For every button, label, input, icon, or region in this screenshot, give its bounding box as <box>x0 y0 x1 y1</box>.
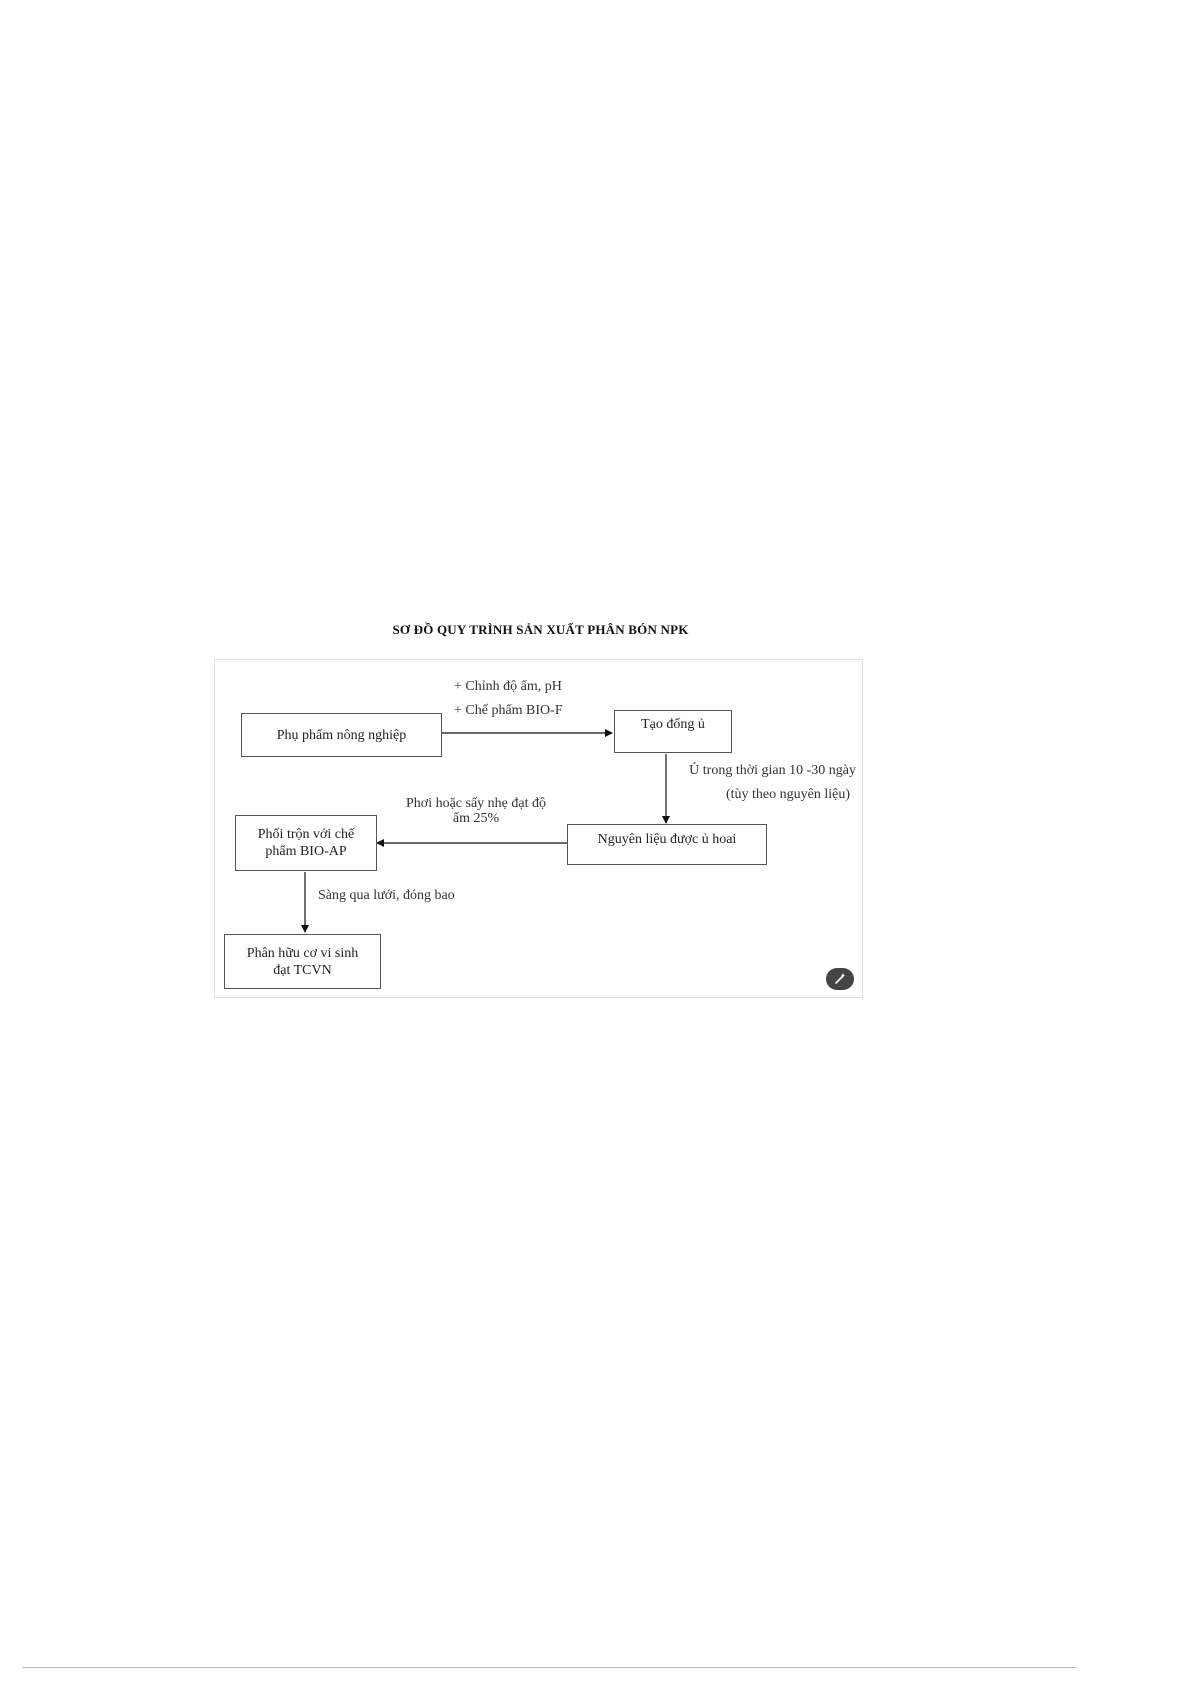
node-label-line2: đạt TCVN <box>273 962 332 978</box>
node-label: Tạo đống ủ <box>641 717 705 732</box>
node-phoi-tron-bio-ap <box>235 815 377 871</box>
node-label: Nguyên liệu được ủ hoai <box>597 832 737 847</box>
magic-wand-glyph <box>833 972 847 986</box>
page-title: SƠ ĐỒ QUY TRÌNH SẢN XUẤT PHÂN BÓN NPK <box>392 622 689 637</box>
node-label: Phụ phẩm nông nghiệp <box>276 727 407 743</box>
node-nguyen-lieu-u-hoai <box>567 824 767 865</box>
edge-label-che-pham-bio-f: + Chế phẩm BIO-F <box>454 703 563 718</box>
node-phu-pham-nong-nghiep <box>241 713 442 757</box>
node-label-line1: Phối trộn với chế <box>257 827 355 842</box>
node-phan-huu-co-vi-sinh <box>224 934 381 989</box>
node-tao-dong-u <box>614 710 732 753</box>
edge-label-chinh-do-am: + Chỉnh độ ẩm, pH <box>454 679 562 694</box>
edge-label-phoi-hoac-say: Phơi hoặc sấy nhẹ đạt độ <box>406 796 546 811</box>
node-label-line2: phẩm BIO-AP <box>265 844 347 859</box>
magic-wand-icon[interactable] <box>826 968 854 990</box>
edge-label-tuy-theo-nguyen-lieu: (tùy theo nguyên liệu) <box>725 787 850 802</box>
edge-label-sang-qua-luoi: Sàng qua lưới, đóng bao <box>318 888 455 903</box>
edge-label-am-25: ẩm 25% <box>452 811 500 826</box>
node-label-line1: Phân hữu cơ vi sinh <box>246 945 359 961</box>
edge-label-u-trong-thoi-gian: Ủ trong thời gian 10 -30 ngày <box>689 763 856 778</box>
footer-divider <box>22 1667 1077 1668</box>
